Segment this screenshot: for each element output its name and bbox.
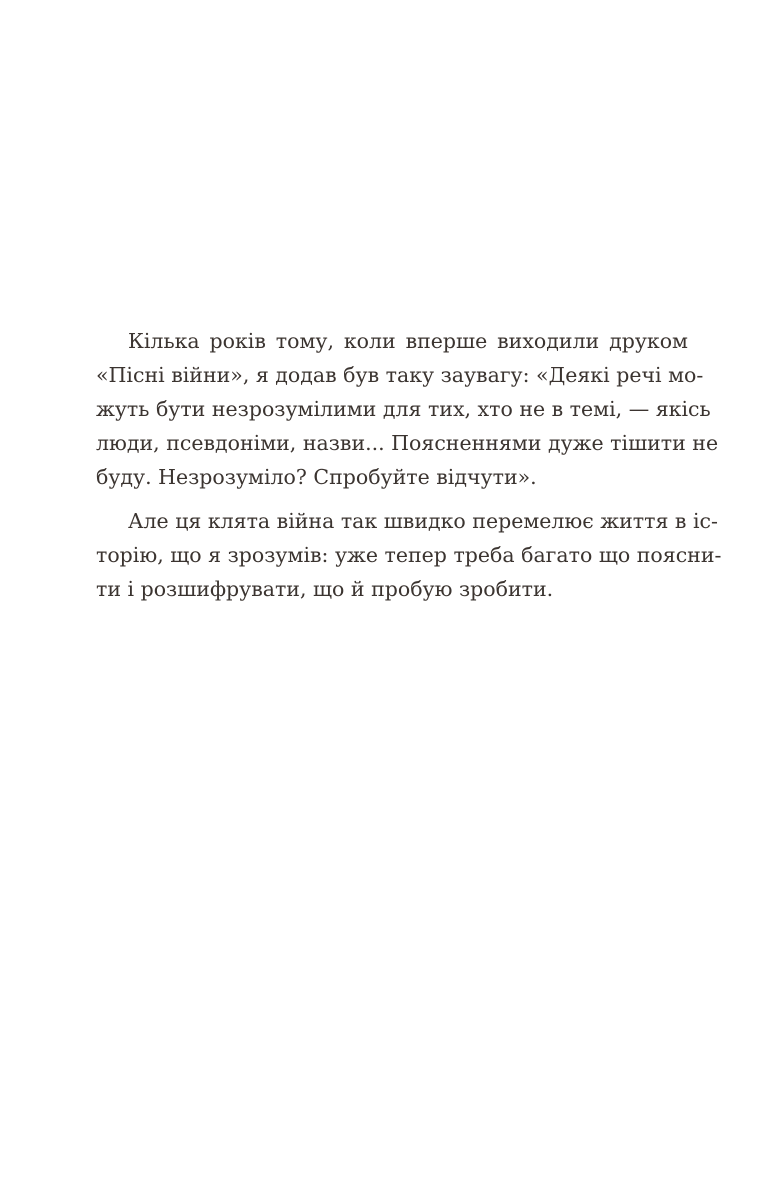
paragraph-line: буду. Незрозуміло? Спробуйте відчути».	[96, 465, 537, 489]
paragraph-line: жуть бути незрозумілими для тих, хто не в темі, — якісь	[96, 397, 711, 421]
paragraph-line: Але ця клята війна так швидко перемелює життя в іс-	[128, 509, 718, 533]
paragraph-line: ти і розшифрувати, що й пробую зробити.	[96, 577, 554, 601]
paragraph-line: «Пісні війни», я додав був таку заувагу: «Деякі речі мо-	[96, 363, 704, 387]
paragraph-line: торію, що я зрозумів: уже тепер треба багато що поясни-	[96, 543, 722, 567]
paragraph-1	[96, 324, 719, 494]
body-text	[96, 324, 722, 606]
paragraph-line: Кілька років тому, коли вперше виходили друком	[128, 329, 688, 353]
paragraph-2	[96, 504, 722, 606]
paragraph-line: люди, псевдоніми, назви... Поясненнями дуже тішити не	[96, 431, 719, 455]
